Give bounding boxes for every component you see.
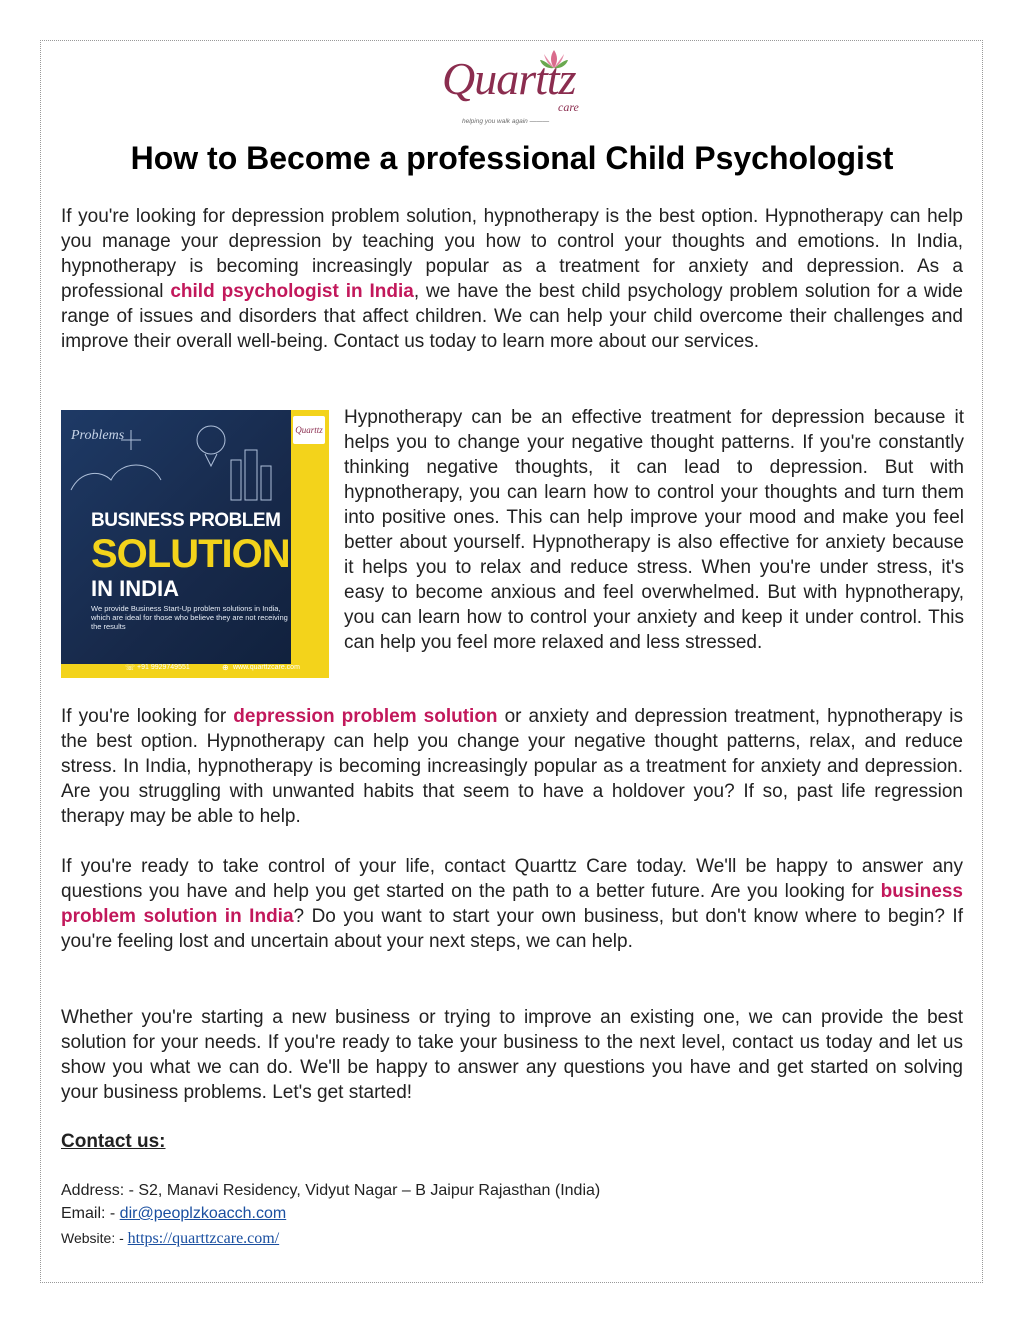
contact-heading: Contact us: — [61, 1131, 166, 1152]
logo-tagline: helping you walk again ——— — [462, 118, 550, 125]
sketch-illustration — [61, 410, 291, 510]
contact-email-line — [61, 1205, 286, 1223]
hypnotherapy-paragraph: Hypnotherapy can be an effective treatment for depression because it helps you to change your negative thought patterns. If you're constantly thinking negative thoughts, it can lead to depression. But with hypnotherapy, you can learn how to control your thoughts and turn them into positive ones. This can help improve your mood and make you feel better about yourself. Hypnotherapy is also effective for anxiety because it helps you to relax and reduce stress. When you're under stress, it's easy to become anxious and feel overwhelmed. But with hypnotherapy, you can learn how to control your anxiety and keep it under control. This can help you feel more relaxed and less stressed. — [344, 407, 964, 653]
banner-line1: BUSINESS PROBLEM — [91, 510, 281, 531]
business-paragraph: Whether you're starting a new business or trying to improve an existing one, we can provide the best solution for your needs. If you're ready to take your business to the next level, contact us today and let us show you what we can do. We'll be happy to answer any questions you have and get started on solving your business problems. Let's get started! — [61, 1007, 963, 1103]
contact-address: Address: - S2, Manavi Residency, Vidyut Nagar – B Jaipur Rajasthan (India) — [61, 1182, 601, 1199]
depression-problem-link[interactable]: depression problem solution — [233, 706, 498, 727]
intro-text-after: , we have the best child psychology problem solution for a wide range of issues and disorders that affect children. We can help your child overcome their challenges and improve their overall well-being. Contact us today to learn more about our services. — [61, 281, 963, 352]
banner-phone: +91 9929749551 — [137, 664, 190, 671]
child-psychologist-link[interactable]: child psychologist in India — [170, 281, 414, 302]
intro-text-before: If you're looking for depression problem solution, hypnotherapy is the best option. Hypnotherapy can help you manage your depression by teaching you how to control your thoughts and emotions. In India, hypnotherapy is becoming increasingly popular as a treatment for anxiety and depression. As a professional — [61, 206, 963, 302]
banner-line2: SOLUTION — [91, 532, 290, 576]
banner-yellow-strip — [291, 410, 329, 678]
globe-icon: ⊕ — [222, 663, 229, 672]
quarttz-logo — [436, 48, 596, 130]
contact-website-line — [61, 1230, 279, 1248]
logo-sub: care — [558, 100, 579, 114]
logo-brand: Quarttz — [442, 53, 576, 104]
intro-paragraph — [61, 204, 963, 354]
banner-website: www.quarttzcare.com — [233, 664, 300, 671]
business-problem-link[interactable]: business problem solution in India — [61, 881, 963, 927]
banner-description: We provide Business Start-Up problem solutions in India, which are ideal for those who believe they are not receiving the results — [91, 604, 288, 631]
banner-sketch-word: Problems — [71, 428, 125, 443]
website-link[interactable]: https://quarttzcare.com/ — [127, 1230, 280, 1247]
banner-line3: IN INDIA — [91, 576, 179, 601]
depression-paragraph — [61, 704, 963, 829]
depression-text-before: If you're looking for — [61, 706, 234, 727]
business-problem-banner — [61, 410, 329, 678]
website-label: Website: - — [61, 1230, 128, 1246]
phone-icon: ☏ — [125, 663, 136, 672]
depression-text-after: or anxiety and depression treatment, hypnotherapy is the best option. Hypnotherapy can help you change your negative thought patterns, relax, and reduce stress. In India, hypnotherapy is becoming increasingly popular as a treatment for anxiety and depression. Are you struggling with unwanted habits that seem to have a holdover you? If so, past life regression therapy may be able to help. — [61, 706, 963, 827]
email-label: Email: - — [61, 1205, 120, 1222]
page-title: How to Become a professional Child Psychologist — [130, 140, 894, 176]
banner-logo: Quarttz — [293, 416, 325, 444]
cta-text-before: If you're ready to take control of your life, contact Quarttz Care today. We'll be happy to answer any questions you have and help you get started on the path to a better future. Are you looking for — [61, 856, 963, 902]
cta-text-after: ? Do you want to start your own business, but don't know where to begin? If you're feeling lost and uncertain about your next steps, we can help. — [61, 906, 963, 952]
contact-cta-paragraph — [61, 854, 963, 954]
email-link[interactable]: dir@peoplzkoacch.com — [119, 1205, 287, 1222]
